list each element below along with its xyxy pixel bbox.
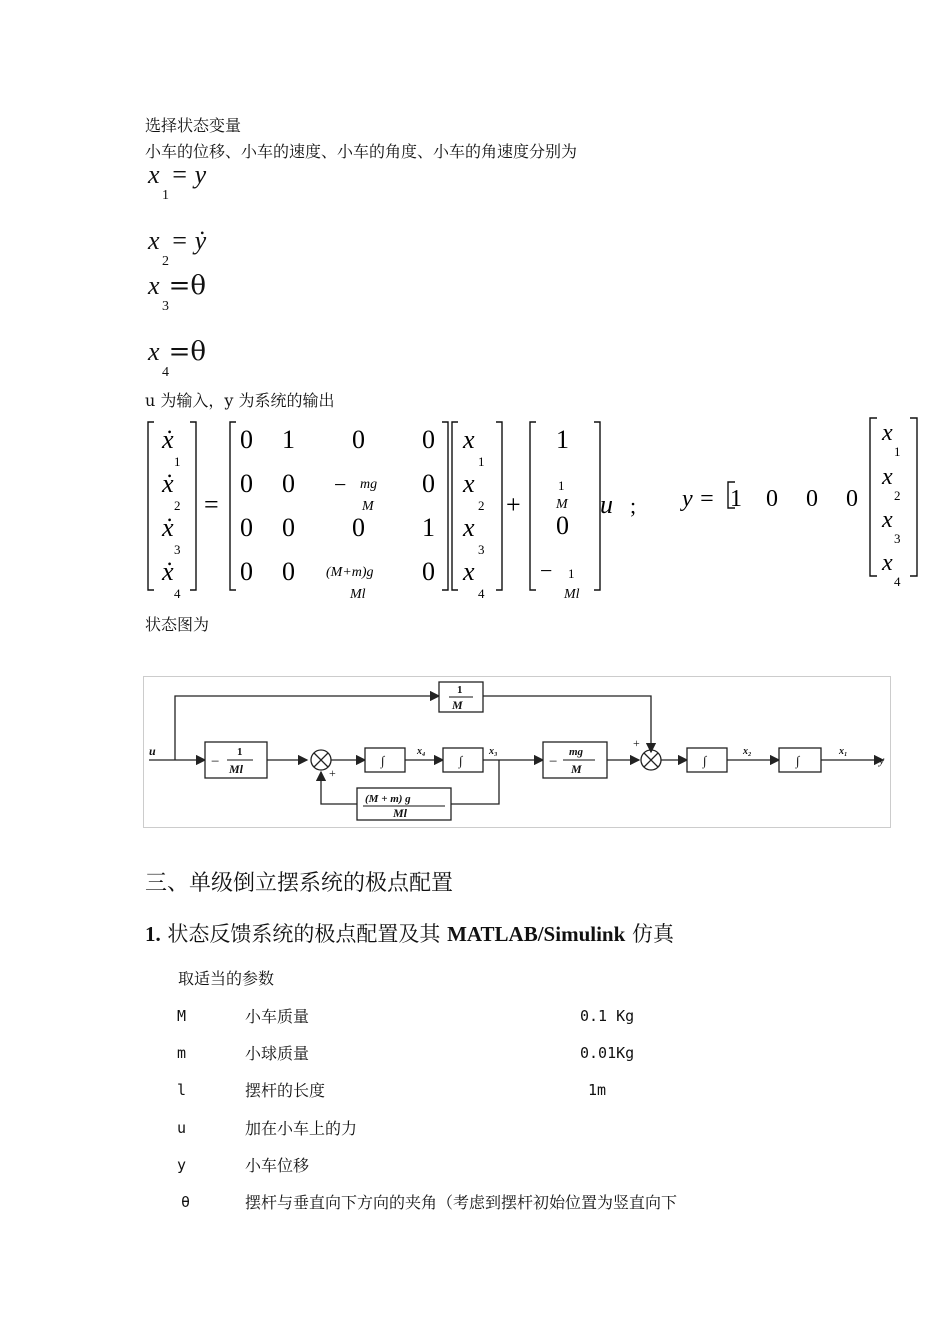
svg-text:1: 1: [478, 454, 485, 469]
subtitle-text-2: 仿真: [625, 922, 674, 946]
svg-text:1: 1: [730, 486, 742, 512]
a34: 1: [422, 513, 435, 542]
svg-text:Ml: Ml: [229, 762, 244, 776]
signal-x4: x₄: [417, 746, 426, 757]
svg-text:x: x: [463, 469, 475, 498]
param-symbol: M: [177, 1007, 187, 1025]
param-description: 摆杆与垂直向下方向的夹角（考虑到摆杆初始位置为竖直向下: [245, 1193, 678, 1212]
state-def-x1: x = y 1: [148, 160, 207, 203]
b2-den: M: [556, 497, 568, 512]
y-equals: y =: [682, 486, 715, 512]
subtitle-text-1: 状态反馈系统的极点配置及其: [160, 922, 448, 946]
state-def-x2: x = ẏ 2: [148, 226, 207, 269]
state-description-text: 小车的位移、小车的速度、小车的角度、小车的角速度分别为: [145, 142, 578, 161]
svg-text:x: x: [463, 425, 475, 454]
svg-text:1: 1: [894, 444, 901, 459]
param-value: 0.01Kg: [580, 1044, 635, 1062]
svg-text:0: 0: [766, 486, 778, 512]
svg-text:x: x: [882, 464, 893, 490]
x-vector-right: [881, 420, 901, 589]
integrator-4-symbol: ∫: [796, 753, 800, 768]
plus-sign: +: [506, 490, 521, 519]
svg-text:x: x: [882, 550, 893, 576]
xdot3: ẋ: [162, 513, 174, 542]
svg-text:1: 1: [457, 684, 463, 696]
svg-text:3: 3: [478, 542, 485, 557]
block-integrator-3: [687, 748, 727, 772]
semicolon: ;: [630, 493, 637, 518]
xdot4-sub: 4: [174, 586, 181, 601]
param-symbol: l: [177, 1081, 187, 1099]
state-equation: [140, 410, 930, 605]
a23-den: M: [362, 499, 374, 514]
svg-text:3: 3: [894, 531, 901, 546]
a41: 0: [240, 557, 253, 586]
param-description: 小车质量: [245, 1007, 310, 1026]
subtitle-bold: MATLAB/Simulink: [447, 922, 626, 946]
integrator-1-symbol: ∫: [381, 753, 385, 768]
io-text: u 为输入，y 为系统的输出: [145, 391, 335, 410]
block-diagram: [143, 676, 891, 828]
svg-text:4: 4: [894, 574, 901, 589]
svg-text:−: −: [549, 754, 558, 770]
xdot1: ẋ: [162, 425, 174, 454]
a42: 0: [282, 557, 295, 586]
a32: 0: [282, 513, 295, 542]
svg-text:−: −: [211, 754, 220, 770]
params-intro: 取适当的参数: [178, 969, 275, 988]
a14: 0: [422, 425, 435, 454]
b4-den: Ml: [564, 587, 580, 602]
matrix-A: [240, 425, 435, 602]
integrator-2-symbol: ∫: [459, 753, 463, 768]
param-value: 1m: [588, 1081, 607, 1099]
a43-num: (M+m)g: [326, 565, 374, 580]
signal-x3: x₃: [489, 746, 498, 757]
svg-text:0: 0: [846, 486, 858, 512]
a11: 0: [240, 425, 253, 454]
a22: 0: [282, 469, 295, 498]
a23-num: mg: [360, 477, 378, 492]
param-symbol: θ: [181, 1193, 191, 1211]
svg-text:1: 1: [237, 746, 243, 758]
matrix-C: [730, 486, 858, 512]
signal-x1: x₁: [839, 746, 848, 757]
plus-sign-1: +: [329, 766, 336, 780]
a12: 1: [282, 425, 295, 454]
svg-text:(M + m) g: (M + m) g: [365, 793, 411, 805]
svg-text:M: M: [571, 762, 582, 776]
b1: 1: [556, 425, 569, 454]
a44: 0: [422, 557, 435, 586]
param-description: 小车位移: [245, 1156, 310, 1175]
equals-sign: =: [204, 490, 219, 519]
block-integrator-1: [365, 748, 405, 772]
x-vector: [462, 425, 485, 601]
svg-text:x: x: [882, 507, 893, 533]
svg-text:x: x: [882, 420, 893, 446]
param-description: 加在小车上的力: [245, 1119, 358, 1138]
svg-text:mg: mg: [569, 746, 584, 758]
signal-x2: x₂: [743, 746, 752, 757]
xdot1-sub: 1: [174, 454, 181, 469]
param-description: 小球质量: [245, 1044, 310, 1063]
plus-sign-2: +: [633, 736, 640, 750]
param-value: 0.1 Kg: [580, 1007, 635, 1025]
block-integrator-4: [779, 748, 821, 772]
svg-text:M: M: [452, 698, 463, 712]
svg-text:0: 0: [806, 486, 818, 512]
svg-text:x: x: [463, 557, 475, 586]
section-3-subtitle: [145, 918, 674, 948]
state-def-x3: x =θ 3: [148, 271, 207, 314]
xdot2: ẋ: [162, 469, 174, 498]
xdot2-sub: 2: [174, 498, 181, 513]
svg-text:Ml: Ml: [393, 806, 408, 820]
param-symbol: y: [177, 1156, 187, 1174]
signal-u: u: [149, 744, 156, 758]
subtitle-number: 1.: [145, 922, 161, 946]
b4-minus: −: [540, 558, 553, 583]
a31: 0: [240, 513, 253, 542]
u-symbol: u: [600, 490, 613, 519]
b3: 0: [556, 511, 569, 540]
diagram-caption: 状态图为: [145, 615, 210, 634]
a33: 0: [352, 513, 365, 542]
param-symbol: u: [177, 1119, 187, 1137]
svg-text:2: 2: [478, 498, 485, 513]
xdot3-sub: 3: [174, 542, 181, 557]
matrix-B: [540, 425, 580, 602]
a23-minus: −: [334, 472, 347, 497]
integrator-3-symbol: ∫: [703, 753, 707, 768]
svg-text:4: 4: [478, 586, 485, 601]
a21: 0: [240, 469, 253, 498]
param-symbol: m: [177, 1044, 187, 1062]
b2-num: 1: [558, 478, 565, 493]
choose-state-text: 选择状态变量: [145, 116, 242, 135]
state-def-x4: x =θ 4: [148, 337, 207, 380]
param-description: 摆杆的长度: [245, 1081, 326, 1100]
b4-num: 1: [568, 566, 575, 581]
xdot4: ẋ: [162, 557, 174, 586]
svg-text:x: x: [463, 513, 475, 542]
a13: 0: [352, 425, 365, 454]
block-integrator-2: [443, 748, 483, 772]
section-3-title: 三、单级倒立摆系统的极点配置: [145, 871, 454, 896]
a24: 0: [422, 469, 435, 498]
svg-text:2: 2: [894, 488, 901, 503]
a43-den: Ml: [350, 587, 366, 602]
xdot-vector: [161, 425, 181, 601]
signal-y: y: [879, 753, 885, 767]
